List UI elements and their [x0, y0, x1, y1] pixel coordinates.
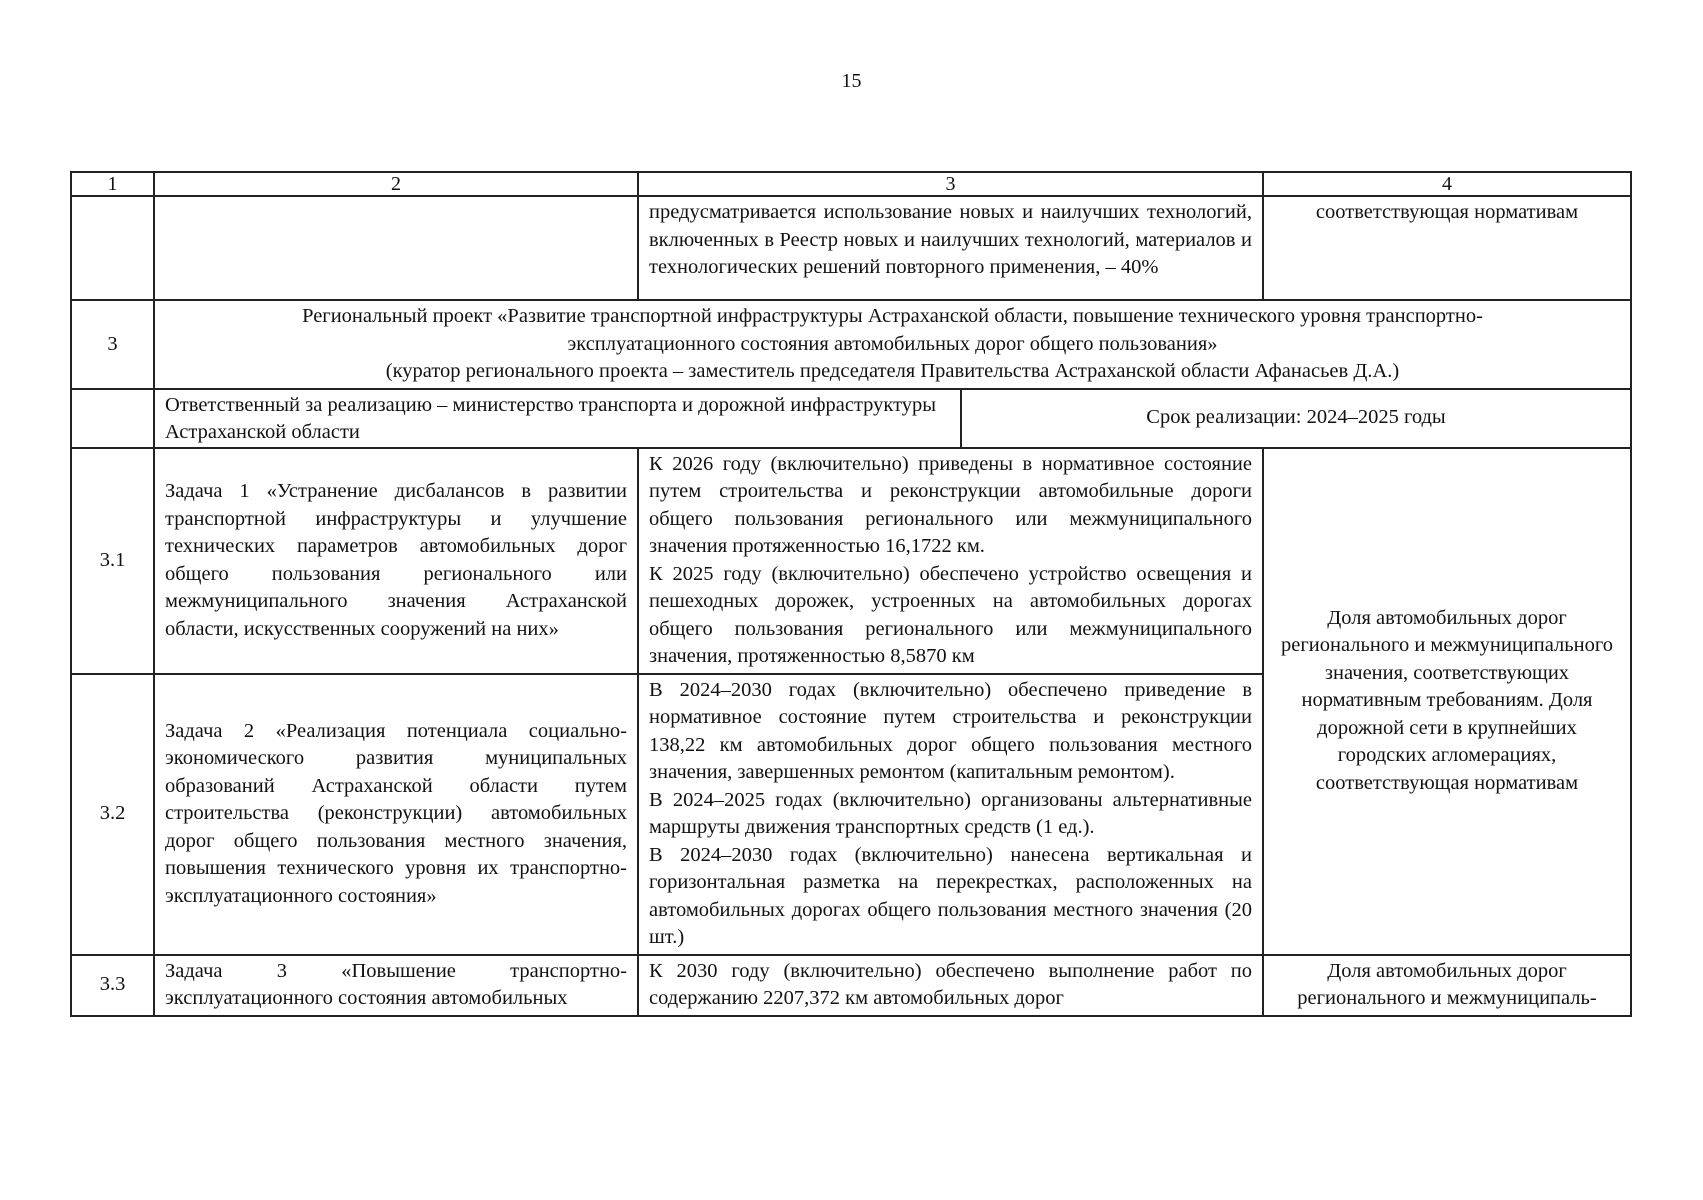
- project-title: [154, 300, 1631, 389]
- task-number: 3.1: [71, 448, 154, 674]
- header-col-4: 4: [1263, 172, 1631, 196]
- responsible-num-cell: [71, 389, 154, 448]
- task-results: [638, 955, 1263, 1016]
- continuation-result: предусматривается использование новых и наилучших технологий, включенных в Реестр новых и наилучших технологий, материалов и технологических решений повторного применения, – 40%: [638, 196, 1263, 300]
- task-result-item: В 2024–2025 годах (включительно) организованы альтернативные маршруты движения транспортных средств (1 ед.).: [649, 788, 1252, 838]
- task-description: Задача 2 «Реализация потенциала социально-экономического развития муниципальных образований Астраханской области путем строительства (реконструкции) автомобильных дорог общего пользования местного значения, повышения технического уровня их транспортно-эксплуатационного состояния»: [154, 674, 638, 955]
- task-number: 3.3: [71, 955, 154, 1016]
- header-col-3: 3: [638, 172, 1263, 196]
- page-number: 15: [841, 70, 862, 92]
- project-title-line-1: Региональный проект «Развитие транспортной инфраструктуры Астраханской области, повышение технического уровня транспортно-: [302, 305, 1483, 327]
- task-row-3-3: [71, 955, 1631, 1016]
- task-result-item: В 2024–2030 годах (включительно) нанесена вертикальная и горизонтальная разметка на перекрестках, расположенных на автомобильных дорогах общего пользования местного значения (20 шт.): [649, 843, 1252, 948]
- task-result-item: К 2030 году (включительно) обеспечено выполнение работ по содержанию 2207,372 км автомобильных дорог: [649, 959, 1252, 1009]
- header-col-1: 1: [71, 172, 154, 196]
- responsible-cell: [154, 389, 1631, 448]
- continuation-indicator: соответствующая нормативам: [1263, 196, 1631, 300]
- task-results: [638, 448, 1263, 674]
- task-description: Задача 3 «Повышение транспортно-эксплуатационного состояния автомобильных: [154, 955, 638, 1016]
- task-number: 3.2: [71, 674, 154, 955]
- project-row: [71, 300, 1631, 389]
- project-title-line-2: эксплуатационного состояния автомобильных дорог общего пользования»: [567, 332, 1218, 355]
- task-result-item: К 2025 году (включительно) обеспечено устройство освещения и пешеходных дорожек, устроенных на автомобильных дорогах общего пользования регионального или межмуниципального значения, протяженностью 8,5870 км: [649, 562, 1252, 667]
- task-result-item: К 2026 году (включительно) приведены в нормативное состояние путем строительства и реконструкции автомобильные дороги общего пользования регионального или межмуниципального значения протяженностью 16,1722 км.: [649, 452, 1252, 557]
- task-description: Задача 1 «Устранение дисбалансов в развитии транспортной инфраструктуры и улучшение технических параметров автомобильных дорог общего пользования регионального или межмуниципального значения Астраханской области, искусственных сооружений на них»: [154, 448, 638, 674]
- project-curator: (куратор регионального проекта – заместитель председателя Правительства Астраханской области Афанасьев Д.А.): [385, 360, 1400, 382]
- continuation-num-cell: [71, 196, 154, 300]
- term-text: Срок реализации: 2024–2025 годы: [1146, 406, 1446, 429]
- task-results: [638, 674, 1263, 955]
- header-col-2: 2: [154, 172, 638, 196]
- continuation-task-cell: [154, 196, 638, 300]
- project-number: 3: [71, 300, 154, 389]
- measures-table: [70, 171, 1632, 1017]
- task-result-item: В 2024–2030 годах (включительно) обеспечено приведение в нормативное состояние путем строительства и реконструкции 138,22 км автомобильных дорог общего пользования местного значения, завершенных ремонтом (капитальным ремонтом).: [649, 678, 1252, 783]
- task-indicator: Доля автомобильных дорог регионального и межмуниципаль-: [1263, 955, 1631, 1016]
- task-row-3-1: [71, 448, 1631, 674]
- responsible-text: Ответственный за реализацию – министерство транспорта и дорожной инфраструктуры Астраханской области: [155, 390, 962, 447]
- responsible-row: [71, 389, 1631, 448]
- shared-indicator: Доля автомобильных дорог регионального и межмуниципального значения, соответствующих нормативным требованиям. Доля дорожной сети в крупнейших городских агломерациях, соответствующая нормативам: [1263, 448, 1631, 955]
- continuation-row: [71, 196, 1631, 300]
- header-row: [71, 172, 1631, 196]
